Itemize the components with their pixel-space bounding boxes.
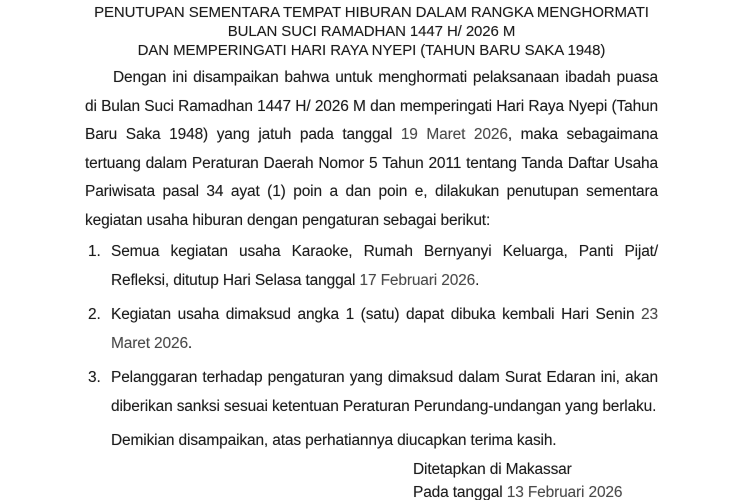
list-item-2-text: Kegiatan usaha dimaksud angka 1 (satu) dapat dibuka kembali Hari Senin xyxy=(111,306,642,324)
rules-list xyxy=(85,238,658,421)
title-line-3: DAN MEMPERINGATI HARI RAYA NYEPI (TAHUN BARU SAKA 1948) xyxy=(137,41,606,59)
opening-text-before-date: Dengan ini disampaikan bahwa untuk menghormati pelaksanaan ibadah puasa di Bulan Suci Ramadhan 1447 H/ 2026 M dan memperingati Hari Raya Nyepi (Tahun Baru Saka 1948) yang jatuh pada tanggal xyxy=(85,69,658,144)
list-item-1 xyxy=(85,238,658,295)
opening-text-after-date: , maka sebagaimana tertuang dalam Peraturan Daerah Nomor 5 Tahun 2011 tentang Tanda Daftar Usaha Pariwisata pasal 34 ayat (1) poin a dan poin e, dilakukan penutupan sementara kegiatan usaha hiburan dengan pengaturan sebagai berikut: xyxy=(85,126,658,229)
opening-date: 19 Maret 2026 xyxy=(400,126,508,144)
list-item-3-text: Pelanggaran terhadap pengaturan yang dimaksud dalam Surat Edaran ini, akan diberikan sanksi sesuai ketentuan Peraturan Perundang-undangan yang berlaku. xyxy=(111,369,658,415)
signature-block xyxy=(413,458,658,500)
list-item-1-text-after: . xyxy=(475,271,480,289)
list-item-1-date: 17 Februari 2026 xyxy=(359,271,476,289)
list-item-2 xyxy=(85,301,658,358)
closing-line: Demikian disampaikan, atas perhatiannya diucapkan terima kasih. xyxy=(111,432,557,450)
title-line-2: BULAN SUCI RAMADHAN 1447 H/ 2026 M xyxy=(227,22,516,40)
list-item-1-number: 1. xyxy=(88,243,101,261)
list-item-1-text: Semua kegiatan usaha Karaoke, Rumah Bernyanyi Keluarga, Panti Pijat/ Refleksi, ditutup Hari Selasa tanggal xyxy=(111,243,658,289)
signature-date-value: 13 Februari 2026 xyxy=(506,483,623,500)
signature-date-line xyxy=(413,481,658,500)
opening-paragraph xyxy=(85,64,658,235)
list-item-3 xyxy=(85,364,658,421)
signature-date-label: Pada tanggal xyxy=(413,483,507,500)
list-item-2-number: 2. xyxy=(88,306,101,324)
list-item-3-number: 3. xyxy=(88,369,101,387)
title-line-1: PENUTUPAN SEMENTARA TEMPAT HIBURAN DALAM RANGKA MENGHORMATI xyxy=(94,4,649,21)
signature-place-line: Ditetapkan di Makassar xyxy=(413,460,572,478)
list-item-2-date: 23 Maret 2026 xyxy=(111,306,658,352)
document-title xyxy=(85,4,658,60)
list-item-2-text-after: . xyxy=(187,334,193,352)
